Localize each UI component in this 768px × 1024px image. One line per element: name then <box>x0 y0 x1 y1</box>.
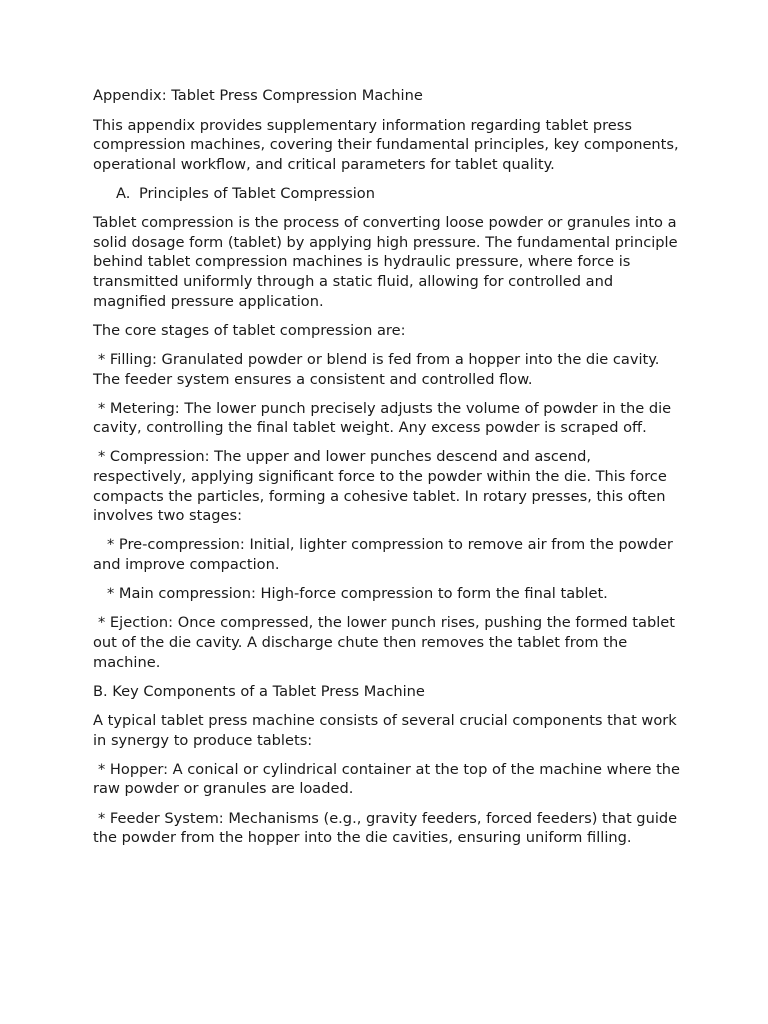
section-a-paragraph: Tablet compression is the process of converting loose powder or granules into a solid dosage form (tablet) by applying high pressure. The fundamental principle behind tablet compression machines is hydraulic pressure, where force is transmitted uniformly through a static fluid, allowing for controlled and magnified pressure application. <box>93 214 678 310</box>
list-item-feeder-system: * Feeder System: Mechanisms (e.g., gravity feeders, forced feeders) that guide the powder from the hopper into the die cavities, ensuring uniform filling. <box>93 809 678 847</box>
list-item-metering: * Metering: The lower punch precisely adjusts the volume of powder in the die cavity, controlling the final tablet weight. Any excess powder is scraped off. <box>93 399 672 437</box>
list-item-ejection: * Ejection: Once compressed, the lower punch rises, pushing the formed tablet out of the die cavity. A discharge chute then removes the tablet from the machine. <box>93 614 675 671</box>
appendix-title: Appendix: Tablet Press Compression Machine <box>93 87 423 104</box>
stages-intro: The core stages of tablet compression are: <box>93 321 406 339</box>
section-b-heading: B. Key Components of a Tablet Press Machine <box>93 682 425 700</box>
section-a-marker: A. <box>116 184 131 202</box>
list-item-filling: * Filling: Granulated powder or blend is fed from a hopper into the die cavity. The feeder system ensures a consistent and controlled flow. <box>93 350 660 388</box>
list-subitem-pre-compression: * Pre-compression: Initial, lighter compression to remove air from the powder and improve compaction. <box>93 536 673 574</box>
list-subitem-main-compression: * Main compression: High-force compression to form the final tablet. <box>107 585 608 603</box>
section-a-heading <box>93 184 683 204</box>
document-body <box>93 86 683 857</box>
section-b-paragraph: A typical tablet press machine consists of several crucial components that work in synergy to produce tablets: <box>93 711 677 749</box>
intro-paragraph: This appendix provides supplementary information regarding tablet press compression machines, covering their fundamental principles, key components, operational workflow, and critical parameters for tablet quality. <box>93 116 679 173</box>
list-item-hopper: * Hopper: A conical or cylindrical container at the top of the machine where the raw powder or granules are loaded. <box>93 760 681 798</box>
list-item-compression: * Compression: The upper and lower punches descend and ascend, respectively, applying significant force to the powder within the die. This force compacts the particles, forming a cohesive tablet. In rotary presses, this often involves two stages: <box>93 448 667 525</box>
section-a-heading-text: Principles of Tablet Compression <box>139 184 375 202</box>
